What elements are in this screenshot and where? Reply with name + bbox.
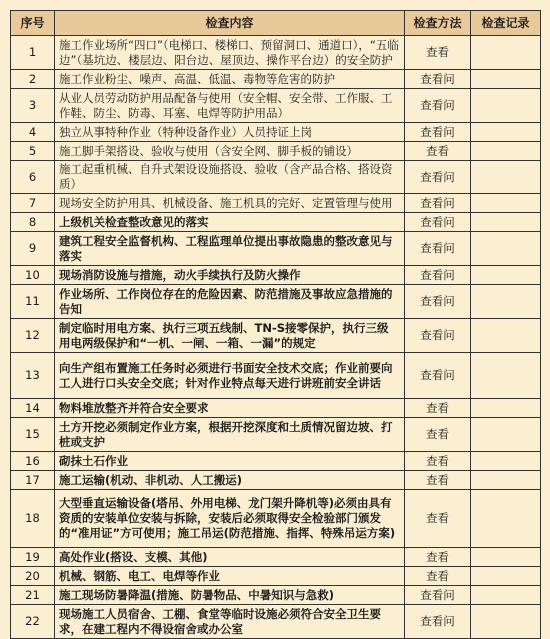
row-record[interactable] xyxy=(471,232,541,266)
row-content: 上级机关检查整改意见的落实 xyxy=(55,213,405,232)
row-content: 作业场所、工作岗位存在的危险因素、防范措施及事故应急措施的告知 xyxy=(55,285,405,319)
row-method: 查看问 xyxy=(405,70,471,89)
row-number: 8 xyxy=(11,213,55,232)
table-row xyxy=(11,194,541,213)
row-method: 查看问 xyxy=(405,586,471,605)
row-number: 3 xyxy=(11,89,55,123)
row-content: 现场施工人员宿舍、工棚、食堂等临时设施必须符合安全卫生要求，在建工程内不得设宿舍或办公室 xyxy=(55,605,405,639)
table-row xyxy=(11,142,541,161)
checklist-table xyxy=(10,10,541,639)
row-content: 砌抹土石作业 xyxy=(55,452,405,471)
row-number: 16 xyxy=(11,452,55,471)
header-content: 检查内容 xyxy=(55,11,405,36)
row-content: 现场消防设施与措施，动火手续执行及防火操作 xyxy=(55,266,405,285)
row-record[interactable] xyxy=(471,471,541,490)
row-method: 查看问 xyxy=(405,89,471,123)
row-content: 施工现场防暑降温(措施、防暑物品、中暑知识与急救) xyxy=(55,586,405,605)
row-method: 查看问 xyxy=(405,194,471,213)
inspection-checklist xyxy=(10,10,540,636)
row-number: 18 xyxy=(11,490,55,548)
table-row xyxy=(11,319,541,353)
row-method: 查看问 xyxy=(405,213,471,232)
row-method: 查看 xyxy=(405,36,471,70)
row-record[interactable] xyxy=(471,399,541,418)
table-row xyxy=(11,471,541,490)
table-row xyxy=(11,232,541,266)
row-number: 4 xyxy=(11,123,55,142)
row-content: 施工作业粉尘、噪声、高温、低温、毒物等危害的防护 xyxy=(55,70,405,89)
row-number: 15 xyxy=(11,418,55,452)
row-method: 查看问 xyxy=(405,353,471,399)
table-row xyxy=(11,586,541,605)
row-record[interactable] xyxy=(471,194,541,213)
table-row xyxy=(11,353,541,399)
row-method: 查看问 xyxy=(405,319,471,353)
table-row xyxy=(11,548,541,567)
table-row xyxy=(11,605,541,639)
row-number: 1 xyxy=(11,36,55,70)
row-content: 施工起重机械、自升式架设设施搭设、验收（含产品合格、搭设资质） xyxy=(55,161,405,194)
row-record[interactable] xyxy=(471,452,541,471)
table-row xyxy=(11,490,541,548)
row-content: 物料堆放整齐并符合安全要求 xyxy=(55,399,405,418)
row-number: 14 xyxy=(11,399,55,418)
row-content: 大型垂直运输设备(塔吊、外用电梯、龙门架升降机等)必须由具有资质的安装单位安装与拆除，安装后必须取得安全检验部门颁发的“准用证”方可使用；施工吊运(防范措施、指挥、特殊吊运方案) xyxy=(55,490,405,548)
row-number: 6 xyxy=(11,161,55,194)
row-number: 11 xyxy=(11,285,55,319)
row-number: 19 xyxy=(11,548,55,567)
row-content: 向生产组布置施工任务时必须进行书面安全技术交底；作业前要向工人进行口头安全交底；针对作业特点每天进行讲班前安全讲话 xyxy=(55,353,405,399)
table-row xyxy=(11,418,541,452)
row-record[interactable] xyxy=(471,319,541,353)
table-row xyxy=(11,285,541,319)
row-method: 查看 xyxy=(405,142,471,161)
row-number: 12 xyxy=(11,319,55,353)
row-content: 施工脚手架搭设、验收与使用（含安全网、脚手板的铺设） xyxy=(55,142,405,161)
row-method: 查看 xyxy=(405,471,471,490)
row-method: 查看问 xyxy=(405,285,471,319)
row-method: 查看问 xyxy=(405,161,471,194)
row-number: 13 xyxy=(11,353,55,399)
row-record[interactable] xyxy=(471,605,541,639)
row-record[interactable] xyxy=(471,123,541,142)
row-method: 查看 xyxy=(405,418,471,452)
header-method: 检查方法 xyxy=(405,11,471,36)
row-number: 21 xyxy=(11,586,55,605)
table-row xyxy=(11,70,541,89)
row-record[interactable] xyxy=(471,418,541,452)
header-record: 检查记录 xyxy=(471,11,541,36)
row-content: 施工作业场所“四口”（电梯口、楼梯口、预留洞口、通道口），“五临边”（基坑边、楼层边、阳台边、屋顶边、操作平台边）的安全防护 xyxy=(55,36,405,70)
row-content: 高处作业(搭设、支模、其他) xyxy=(55,548,405,567)
table-row xyxy=(11,213,541,232)
row-record[interactable] xyxy=(471,70,541,89)
row-record[interactable] xyxy=(471,285,541,319)
table-row xyxy=(11,161,541,194)
row-record[interactable] xyxy=(471,142,541,161)
header-no: 序号 xyxy=(11,11,55,36)
row-record[interactable] xyxy=(471,36,541,70)
row-method: 查看 xyxy=(405,452,471,471)
row-method: 查看 xyxy=(405,548,471,567)
table-row xyxy=(11,452,541,471)
row-content: 制定临时用电方案、执行三项五线制、TN-S接零保护，执行三级用电两级保护和“一机、一闸、一箱、一漏”的规定 xyxy=(55,319,405,353)
row-number: 9 xyxy=(11,232,55,266)
row-content: 独立从事特种作业（特种设备作业）人员持证上岗 xyxy=(55,123,405,142)
row-record[interactable] xyxy=(471,213,541,232)
table-body xyxy=(11,36,541,639)
row-number: 20 xyxy=(11,567,55,586)
row-method: 查看 xyxy=(405,490,471,548)
row-method: 查看 xyxy=(405,399,471,418)
row-record[interactable] xyxy=(471,548,541,567)
row-number: 10 xyxy=(11,266,55,285)
row-number: 17 xyxy=(11,471,55,490)
row-method: 查看问 xyxy=(405,123,471,142)
row-method: 查看 xyxy=(405,567,471,586)
row-content: 从业人员劳动防护用品配备与使用（安全帽、安全带、工作服、工作鞋、防尘、防毒、耳塞、电焊等防护用品） xyxy=(55,89,405,123)
table-row xyxy=(11,89,541,123)
row-record[interactable] xyxy=(471,161,541,194)
row-method: 查看问 xyxy=(405,232,471,266)
table-row xyxy=(11,399,541,418)
table-row xyxy=(11,266,541,285)
row-content: 施工运输(机动、非机动、人工搬运) xyxy=(55,471,405,490)
table-header-row xyxy=(11,11,541,36)
row-record[interactable] xyxy=(471,586,541,605)
row-content: 机械、钢筋、电工、电焊等作业 xyxy=(55,567,405,586)
row-method: 查看问 xyxy=(405,266,471,285)
row-number: 7 xyxy=(11,194,55,213)
row-record[interactable] xyxy=(471,266,541,285)
table-row xyxy=(11,36,541,70)
row-record[interactable] xyxy=(471,89,541,123)
row-record[interactable] xyxy=(471,567,541,586)
row-content: 现场安全防护用具、机械设备、施工机具的完好、定置管理与使用 xyxy=(55,194,405,213)
row-record[interactable] xyxy=(471,353,541,399)
row-content: 土方开挖必须制定作业方案，根据开挖深度和土质情况留边坡、打桩或支护 xyxy=(55,418,405,452)
table-row xyxy=(11,123,541,142)
row-content: 建筑工程安全监督机构、工程监理单位提出事故隐患的整改意见与落实 xyxy=(55,232,405,266)
row-number: 2 xyxy=(11,70,55,89)
table-row xyxy=(11,567,541,586)
row-record[interactable] xyxy=(471,490,541,548)
row-number: 22 xyxy=(11,605,55,639)
row-number: 5 xyxy=(11,142,55,161)
row-method: 查看问 xyxy=(405,605,471,639)
